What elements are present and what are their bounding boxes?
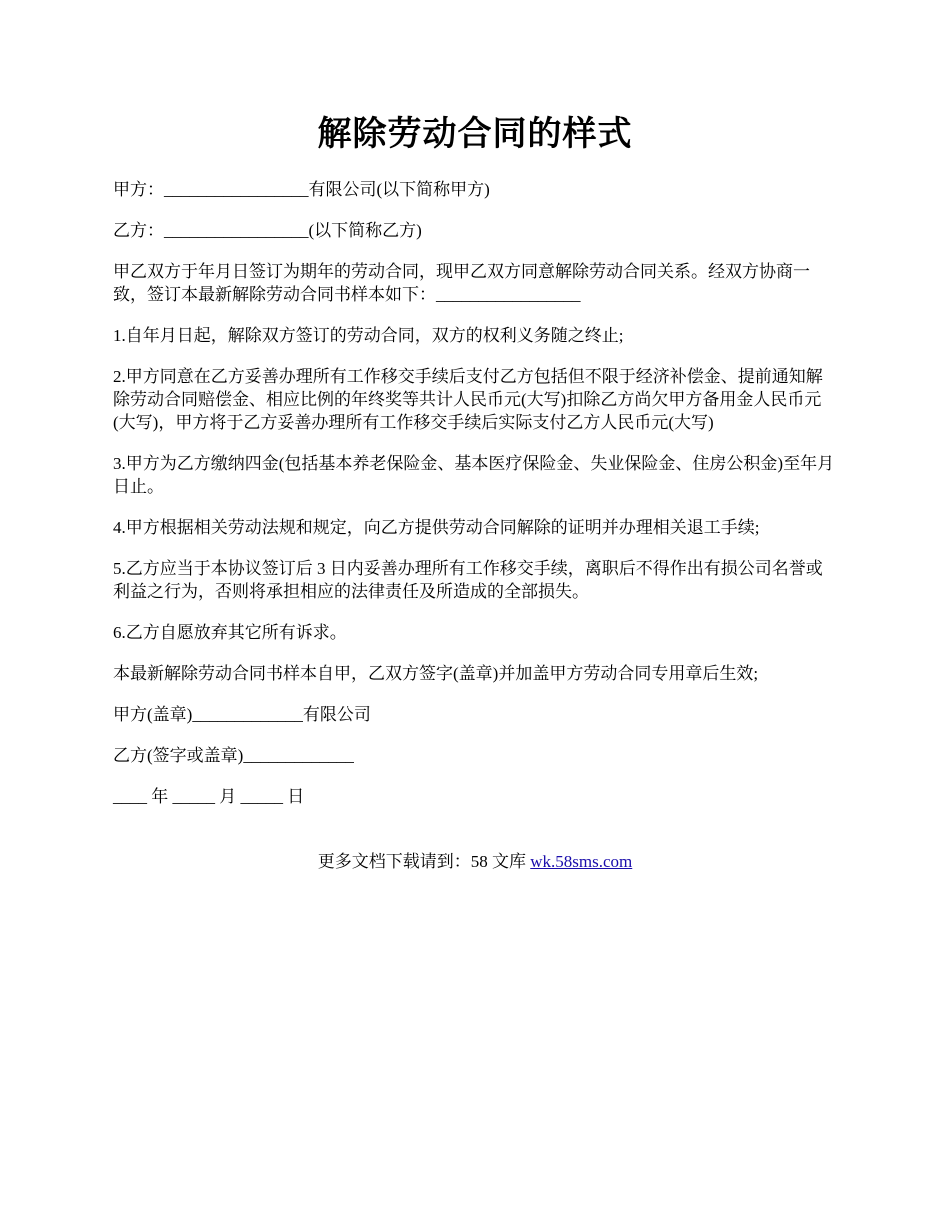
intro-paragraph: 甲乙双方于年月日签订为期年的劳动合同，现甲乙双方同意解除劳动合同关系。经双方协商一致，签订本最新解除劳动合同书样本如下：_________________ — [113, 262, 810, 304]
clause-2: 2.甲方同意在乙方妥善办理所有工作移交手续后支付乙方包括但不限于经济补偿金、提前通知解除劳动合同赔偿金、相应比例的年终奖等共计人民币元(大写)扣除乙方尚欠甲方备用金人民币元(大写)，甲方将于乙方妥善办理所有工作移交手续后实际支付乙方人民币元(大写) — [113, 367, 823, 432]
party-b-line: 乙方：_________________(以下简称乙方) — [113, 221, 422, 240]
document-title: 解除劳动合同的样式 — [317, 116, 633, 153]
clause-5: 5.乙方应当于本协议签订后 3 日内妥善办理所有工作移交手续，离职后不得作出有损公司名誉或利益之行为，否则将承担相应的法律责任及所造成的全部损失。 — [113, 559, 823, 601]
footer — [0, 850, 950, 873]
footer-link[interactable]: wk.58sms.com — [530, 852, 633, 871]
date-line: ____ 年 _____ 月 _____ 日 — [113, 787, 305, 806]
clause-6: 6.乙方自愿放弃其它所有诉求。 — [113, 623, 347, 642]
party-a-signature: 甲方(盖章)_____________有限公司 — [113, 705, 371, 724]
clause-1: 1.自年月日起，解除双方签订的劳动合同，双方的权利义务随之终止; — [113, 326, 624, 345]
effective-clause: 本最新解除劳动合同书样本自甲，乙双方签字(盖章)并加盖甲方劳动合同专用章后生效; — [113, 664, 759, 683]
document-body — [113, 178, 839, 826]
footer-text: 更多文档下载请到：58 文库 — [317, 852, 531, 871]
party-a-line: 甲方：_________________有限公司(以下简称甲方) — [113, 180, 490, 199]
clause-4: 4.甲方根据相关劳动法规和规定，向乙方提供劳动合同解除的证明并办理相关退工手续; — [113, 518, 760, 537]
party-b-signature: 乙方(签字或盖章)_____________ — [113, 746, 354, 765]
clause-3: 3.甲方为乙方缴纳四金(包括基本养老保险金、基本医疗保险金、失业保险金、住房公积金)至年月日止。 — [113, 454, 835, 496]
